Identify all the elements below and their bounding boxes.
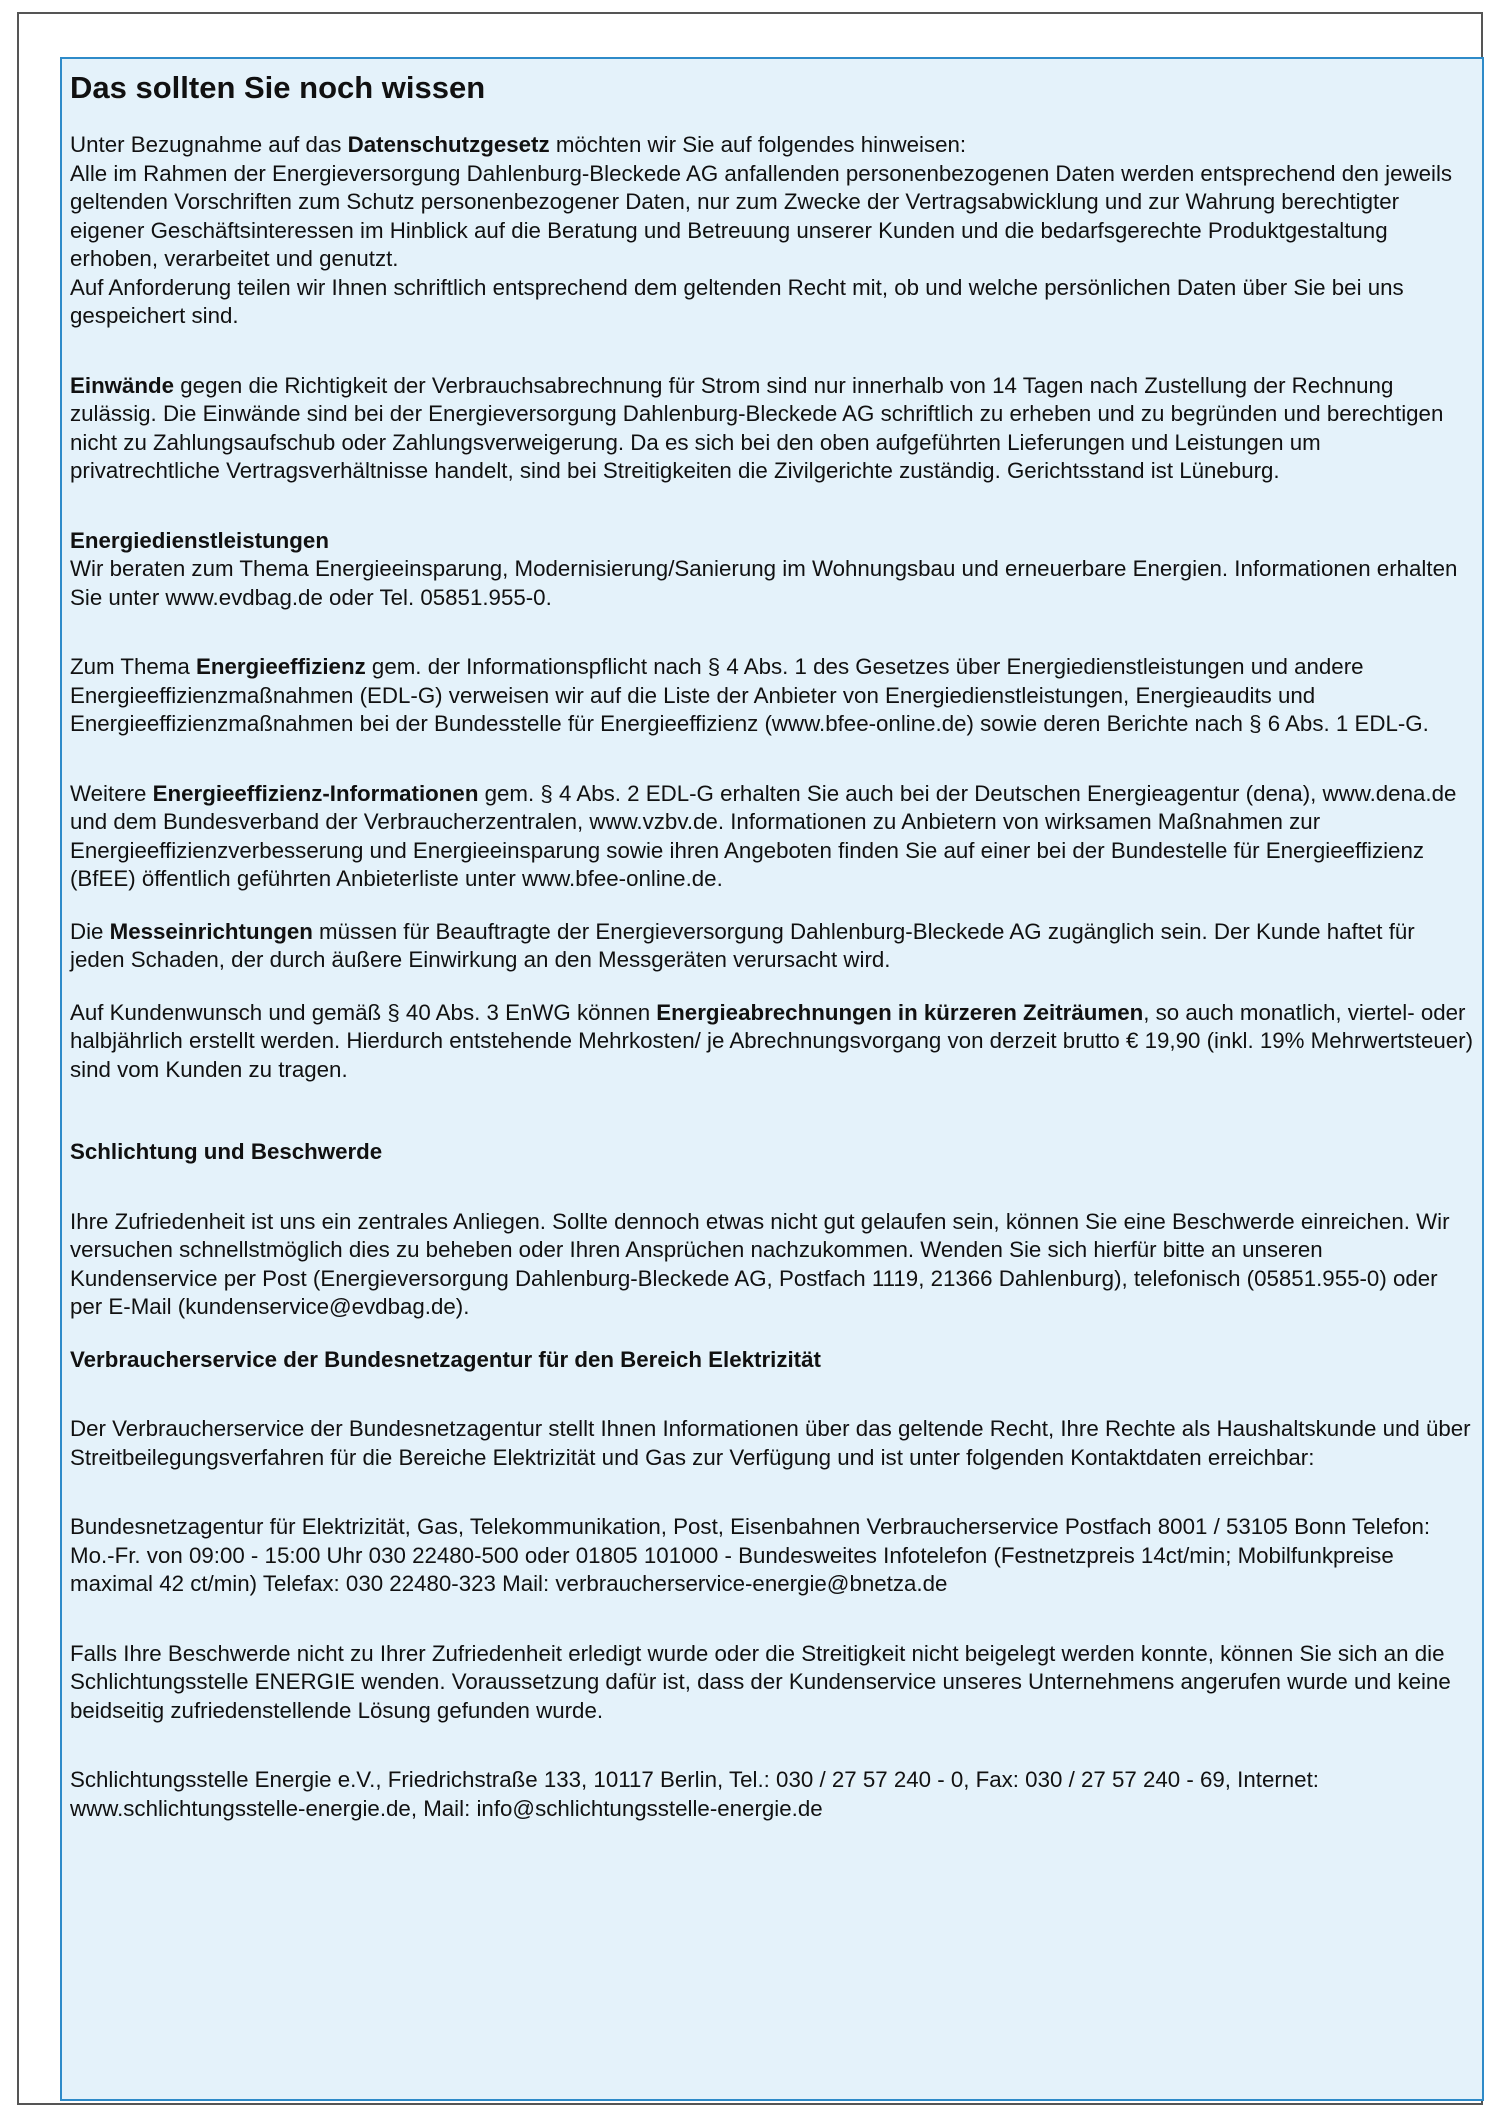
objections-paragraph: Einwände gegen die Richtigkeit der Verbrauchsabrechnung für Strom sind nur innerhalb von 14 Tagen nach Zustellung der Rechnung zulässig. Die Einwände sind bei der Energieversorgung Dahlenburg-Bleckede AG schriftlich zu erheben und zu begründen und berechtigen nicht zu Zahlungsaufschub oder Zahlungsverweigerung. Da es sich bei den oben aufgeführten Lieferungen und Leistungen um privatrechtliche Vertragsverhältnisse handelt, sind bei Streitigkeiten die Zivilgerichte zuständig. Gerichtsstand ist Lüneburg. [70, 372, 1444, 483]
efficiency-info-keyword: Energieeffizienz-Informationen [152, 780, 479, 806]
page-title: Das sollten Sie noch wissen [70, 70, 486, 105]
complaint-heading: Schlichtung und Beschwerde [70, 1139, 383, 1164]
consumer-service-text: Der Verbraucherservice der Bundesnetzagentur stellt Ihnen Informationen über das geltende Recht, Ihre Rechte als Haushaltskunde und über Streitbeilegungsverfahren für die Bereiche Elektrizität und Gas zur Verfügung und ist unter folgenden Kontaktdaten erreichbar: [70, 1416, 1471, 1470]
energy-services-heading: Energiedienstleistungen [70, 527, 329, 553]
metering-paragraph: Die Messeinrichtungen müssen für Beauftragte der Energieversorgung Dahlenburg-Bleckede AG zugänglich sein. Der Kunde haftet für jeden Schaden, der durch äußere Einwirkung an den Messgeräten verursacht wird. [70, 918, 1415, 972]
bnetza-contact-text: Bundesnetzagentur für Elektrizität, Gas, Telekommunikation, Post, Eisenbahnen Verbraucherservice Postfach 8001 / 53105 Bonn Telefon: Mo.-Fr. von 09:00 - 15:00 Uhr 030 22480-500 oder 01805 101000 - Bundesweites Infotelefon (Festnetzpreis 14ct/min; Mobilfunkpreise maximal 42 ct/min) Telefax: 030 22480-323 Mail: verbraucherservice-energie@bnetza.de [70, 1514, 1431, 1596]
arbitration-contact-text: Schlichtungsstelle Energie e.V., Friedrichstraße 133, 10117 Berlin, Tel.: 030 / 27 57 240 - 0, Fax: 030 / 27 57 240 - 69, Internet: www.schlichtungsstelle-energie.de, Mail: info@schlichtungsstelle-energie.de [70, 1767, 1319, 1821]
energy-efficiency-keyword: Energieeffizienz [195, 654, 366, 679]
efficiency-info-paragraph: Weitere Energieeffizienz-Informationen gem. § 4 Abs. 2 EDL-G erhalten Sie auch bei der Deutschen Energieagentur (dena), www.dena.de und dem Bundesverband der Verbraucherzentralen, www.vzbv.de. Informationen zu Anbietern von wirksamen Maßnahmen zur Energieeffizienzverbesserung und Energieeinsparung sowie ihren Angeboten finden Sie auf einer bei der Bundestelle für Energieeffizienz (BfEE) öffentlich geführten Anbieterliste unter www.bfee-online.de. [70, 780, 1457, 891]
info-box [60, 57, 1484, 2101]
billing-interval-paragraph: Auf Kundenwunsch und gemäß § 40 Abs. 3 EnWG können Energieabrechnungen in kürzeren Zeiträumen, so auch monatlich, viertel- oder halbjährlich erstellt werden. Hierdurch entstehende Mehrkosten/ je Abrechnungsvorgang von derzeit brutto € 19,90 (inkl. 19% Mehrwertsteuer) sind vom Kunden zu tragen. [70, 999, 1473, 1082]
energy-services-text: Wir beraten zum Thema Energieeinsparung, Modernisierung/Sanierung im Wohnungsbau und erneuerbare Energien. Informationen erhalten Sie unter www.evdbag.de oder Tel. 05851.955-0. [70, 556, 1458, 610]
privacy-text: Alle im Rahmen der Energieversorgung Dahlenburg-Bleckede AG anfallenden personenbezogenen Daten werden entsprechend den jeweils geltenden Vorschriften zum Schutz personenbezogener Daten, nur zum Zwecke der Vertragsabwicklung und zur Wahrung berechtigter eigener Geschäftsinteressen im Hinblick auf die Beratung und Betreuung unserer Kunden und die bedarfsgerechte Produktgestaltung erhoben, verarbeitet und genutzt. [70, 160, 1453, 271]
metering-keyword: Messeinrichtungen [109, 918, 313, 944]
privacy-request-text: Auf Anforderung teilen wir Ihnen schriftlich entsprechend dem geltenden Recht mit, ob und welche persönlichen Daten über Sie bei uns gespeichert sind. [70, 274, 1404, 328]
consumer-service-heading: Verbraucherservice der Bundesnetzagentur für den Bereich Elektrizität [70, 1346, 821, 1372]
privacy-keyword: Datenschutzgesetz [347, 132, 550, 157]
complaint-text: Ihre Zufriedenheit ist uns ein zentrales Anliegen. Sollte dennoch etwas nicht gut gelaufen sein, können Sie eine Beschwerde einreichen. Wir versuchen schnellstmöglich dies zu beheben oder Ihren Ansprüchen nachzukommen. Wenden Sie sich hierfür bitte an unseren Kundenservice per Post (Energieversorgung Dahlenburg-Bleckede AG, Postfach 1119, 21366 Dahlenburg), telefonisch (05851.955-0) oder per E-Mail (kundenservice@evdbag.de). [70, 1208, 1450, 1319]
arbitration-text: Falls Ihre Beschwerde nicht zu Ihrer Zufriedenheit erledigt wurde oder die Streitigkeit nicht beigelegt werden konnte, können Sie sich an die Schlichtungsstelle ENERGIE wenden. Voraussetzung dafür ist, dass der Kundenservice unseres Unternehmens angerufen wurde und keine beidseitig zufriedenstellende Lösung gefunden wurde. [70, 1640, 1451, 1723]
page-frame [17, 12, 1483, 2105]
billing-interval-keyword: Energieabrechnungen in kürzeren Zeiträumen [656, 999, 1144, 1025]
energy-efficiency-paragraph: Zum Thema Energieeffizienz gem. der Informationspflicht nach § 4 Abs. 1 des Gesetzes über Energiedienstleistungen und andere Energieeffizienzmaßnahmen (EDL-G) verweisen wir auf die Liste der Anbieter von Energiedienstleistungen, Energieaudits und Energieeffizienzmaßnahmen bei der Bundesstelle für Energieeffizienz (www.bfee-online.de) sowie deren Berichte nach § 6 Abs. 1 EDL-G. [70, 654, 1429, 736]
objections-keyword: Einwände [70, 372, 175, 398]
privacy-intro: Unter Bezugnahme auf das Datenschutzgesetz möchten wir Sie auf folgendes hinweisen: [70, 132, 967, 157]
